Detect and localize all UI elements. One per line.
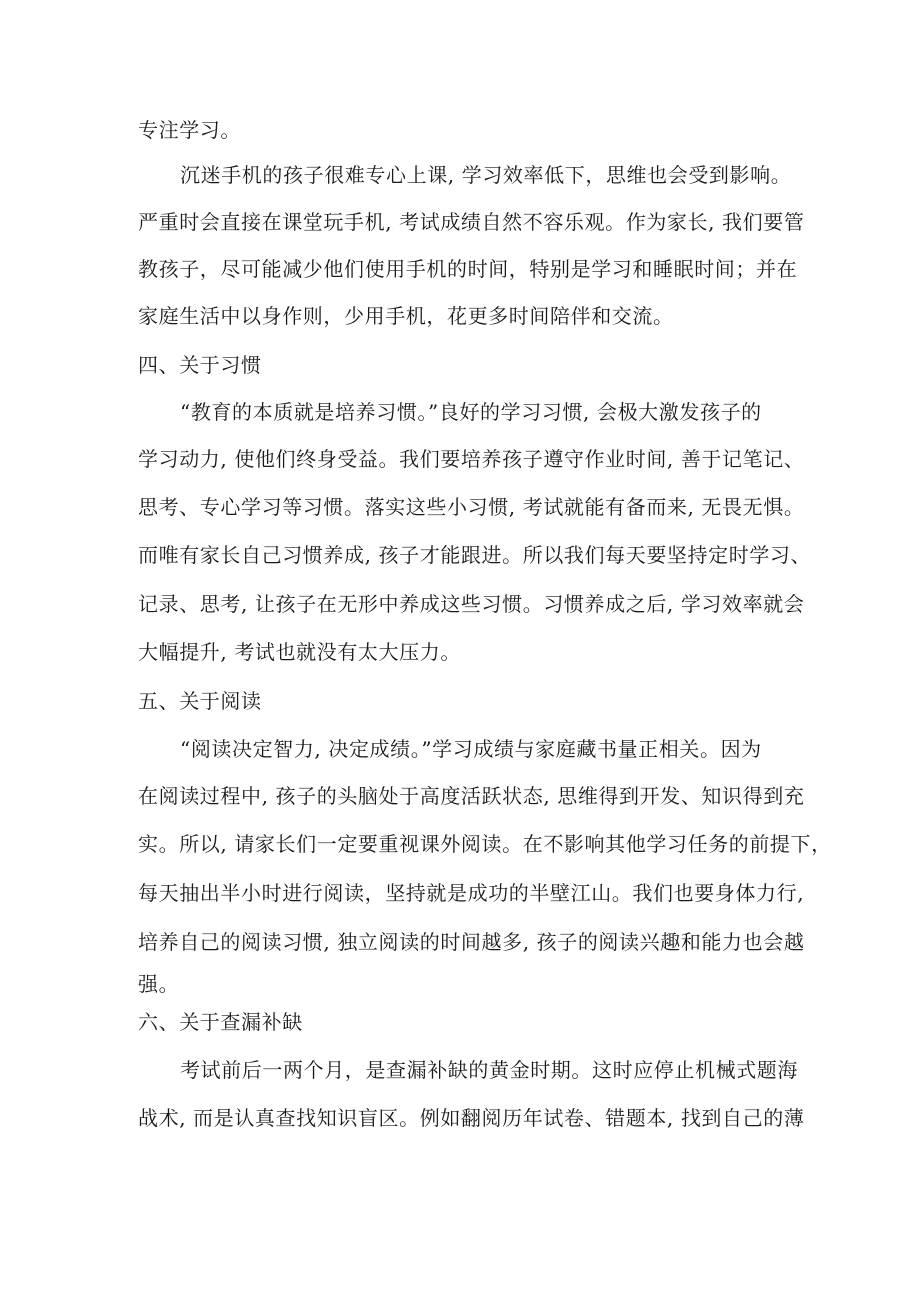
section-heading-review: 六、关于查漏补缺 bbox=[138, 1010, 303, 1034]
paragraph-line: 实。所以, 请家长们一定要重视课外阅读。在不影响其他学习任务的前提下， bbox=[138, 832, 832, 856]
paragraph-line: 培养自己的阅读习惯, 独立阅读的时间越多, 孩子的阅读兴趣和能力也会越 bbox=[138, 930, 805, 954]
paragraph-line: “阅读决定智力, 决定成绩。”学习成绩与家庭藏书量正相关。因为 bbox=[180, 737, 762, 761]
paragraph-line: 专注学习。 bbox=[138, 118, 241, 142]
paragraph-line: 强。 bbox=[138, 972, 180, 996]
paragraph-line: “教育的本质就是培养习惯。”良好的学习习惯, 会极大激发孩子的 bbox=[180, 400, 762, 424]
paragraph-line: 而唯有家长自己习惯养成, 孩子才能跟进。所以我们每天要坚持定时学习、 bbox=[138, 543, 812, 567]
paragraph-line: 记录、思考, 让孩子在无形中养成这些习惯。习惯养成之后, 学习效率就会 bbox=[138, 592, 805, 616]
paragraph-line: 考试前后一两个月，是查漏补缺的黄金时期。这时应停止机械式题海 bbox=[180, 1058, 798, 1082]
paragraph-line: 思考、专心学习等习惯。落实这些小习惯, 考试就能有备而来, 无畏无惧。 bbox=[138, 495, 805, 519]
paragraph-line: 教孩子，尽可能减少他们使用手机的时间，特别是学习和睡眠时间；并在 bbox=[138, 257, 798, 281]
paragraph-line: 每天抽出半小时进行阅读，坚持就是成功的半壁江山。我们也要身体力行, bbox=[138, 881, 805, 905]
paragraph-line: 战术, 而是认真查找知识盲区。例如翻阅历年试卷、错题本, 找到自己的薄 bbox=[138, 1106, 805, 1130]
paragraph-line: 在阅读过程中, 孩子的头脑处于高度活跃状态, 思维得到开发、知识得到充 bbox=[138, 784, 805, 808]
section-heading-habits: 四、关于习惯 bbox=[138, 353, 262, 377]
paragraph-line: 家庭生活中以身作则，少用手机，花更多时间陪伴和交流。 bbox=[138, 304, 674, 328]
section-heading-reading: 五、关于阅读 bbox=[138, 689, 262, 713]
paragraph-line: 严重时会直接在课堂玩手机, 考试成绩自然不容乐观。作为家长, 我们要管 bbox=[138, 210, 805, 234]
paragraph-line: 学习动力, 使他们终身受益。我们要培养孩子遵守作业时间, 善于记笔记、 bbox=[138, 447, 805, 471]
paragraph-line: 沉迷手机的孩子很难专心上课, 学习效率低下，思维也会受到影响。 bbox=[180, 163, 792, 187]
paragraph-line: 大幅提升, 考试也就没有太大压力。 bbox=[138, 640, 461, 664]
